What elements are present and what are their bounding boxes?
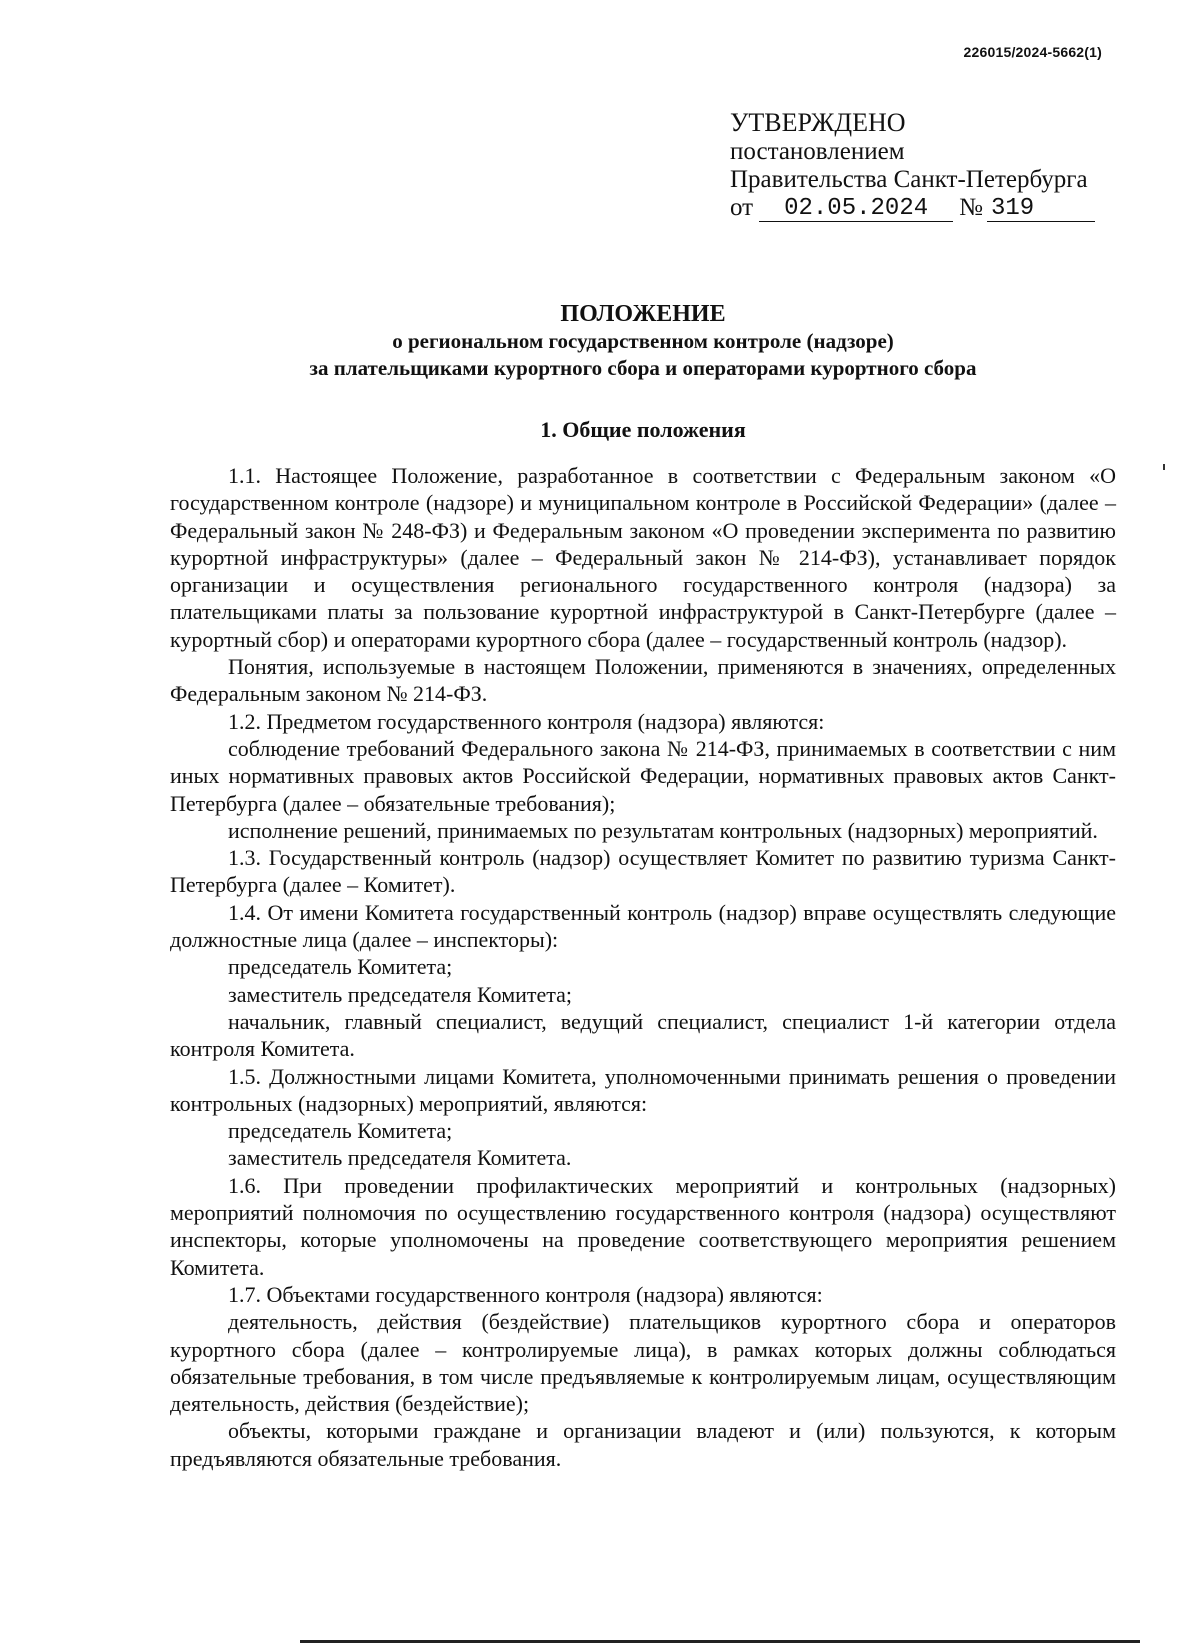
paragraph: 1.3. Государственный контроль (надзор) осуществляет Комитет по развитию туризма Санкт-Петербурга (далее – Комитет). [170, 845, 1116, 898]
approval-line-1: постановлением [730, 138, 905, 165]
approval-line-2: Правительства Санкт-Петербурга [730, 166, 1088, 193]
document-body [170, 462, 1116, 1472]
approval-stamp [730, 108, 1095, 222]
paragraph: 1.6. При проведении профилактических мероприятий и контрольных (надзорных) мероприятий полномочия по осуществлению государственного контроля (надзора) осуществляют инспекторы, которые уполномочены на проведение соответствующего мероприятия решением Комитета. [170, 1172, 1116, 1280]
from-label: от [730, 194, 754, 221]
title-main: ПОЛОЖЕНИЕ [560, 301, 726, 327]
paragraph: Понятия, используемые в настоящем Положении, применяются в значениях, определенных Федеральным законом № 214-ФЗ. [170, 654, 1116, 707]
number-label: № [959, 194, 983, 221]
approval-heading: УТВЕРЖДЕНО [730, 108, 906, 137]
paragraph: деятельность, действия (бездействие) плательщиков курортного сбора и операторов курортного сбора (далее – контролируемые лица), в рамках которых должны соблюдаться обязательные требования, в том числе предъявляемые к контролируемым лицам, осуществляющим деятельность, действия (бездействие); [170, 1309, 1116, 1417]
document-number: 226015/2024-5662(1) [963, 44, 1102, 60]
paragraph: 1.1. Настоящее Положение, разработанное в соответствии с Федеральным законом «О государственном контроле (надзоре) и муниципальном контроле в Российской Федерации» (далее – Федеральный закон № 248-ФЗ) и Федеральным законом «О проведении эксперимента по развитию курортной инфраструктуры» (далее – Федеральный закон № 214-ФЗ), устанавливает порядок организации и осуществления регионального государственного контроля (надзора) за плательщиками платы за пользование курортной инфраструктурой в Санкт-Петербурге (далее – курортный сбор) и операторами курортного сбора (далее – государственный контроль (надзор). [170, 463, 1116, 652]
scan-bottom-edge [300, 1640, 1140, 1643]
paragraph: исполнение решений, принимаемых по результатам контрольных (надзорных) мероприятий. [228, 817, 1098, 843]
paragraph: заместитель председателя Комитета. [228, 1145, 572, 1171]
paragraph: 1.4. От имени Комитета государственный контроль (надзор) вправе осуществлять следующие должностные лица (далее – инспекторы): [170, 899, 1116, 953]
paragraph: объекты, которыми граждане и организации владеют и (или) пользуются, к которым предъявляются обязательные требования. [170, 1418, 1116, 1471]
paragraph: соблюдение требований Федерального закона № 214-ФЗ, принимаемых в соответствии с ним иных нормативных правовых актов Российской Федерации, нормативных правовых актов Санкт-Петербурга (далее – обязательные требования); [170, 735, 1116, 816]
paragraph: начальник, главный специалист, ведущий специалист, специалист 1-й категории отдела контроля Комитета. [170, 1008, 1116, 1062]
paragraph: председатель Комитета; [228, 954, 453, 980]
approval-number: 319 [987, 197, 1095, 222]
scan-speck [1163, 464, 1165, 470]
section-heading: 1. Общие положения [540, 417, 746, 442]
paragraph: заместитель председателя Комитета; [228, 981, 573, 1007]
paragraph: 1.2. Предметом государственного контроля (надзора) являются: [228, 708, 825, 734]
approval-date-row [730, 194, 1095, 222]
paragraph: 1.7. Объектами государственного контроля (надзора) являются: [228, 1281, 823, 1307]
title-sub-1: о региональном государственном контроле (надзоре) [392, 329, 894, 353]
document-title [170, 300, 1116, 444]
paragraph: 1.5. Должностными лицами Комитета, уполномоченными принимать решения о проведении контрольных (надзорных) мероприятий, являются: [170, 1063, 1116, 1116]
title-sub-2: за плательщиками курортного сбора и операторами курортного сбора [309, 356, 977, 380]
approval-date: 02.05.2024 [759, 197, 953, 222]
paragraph: председатель Комитета; [228, 1118, 453, 1144]
